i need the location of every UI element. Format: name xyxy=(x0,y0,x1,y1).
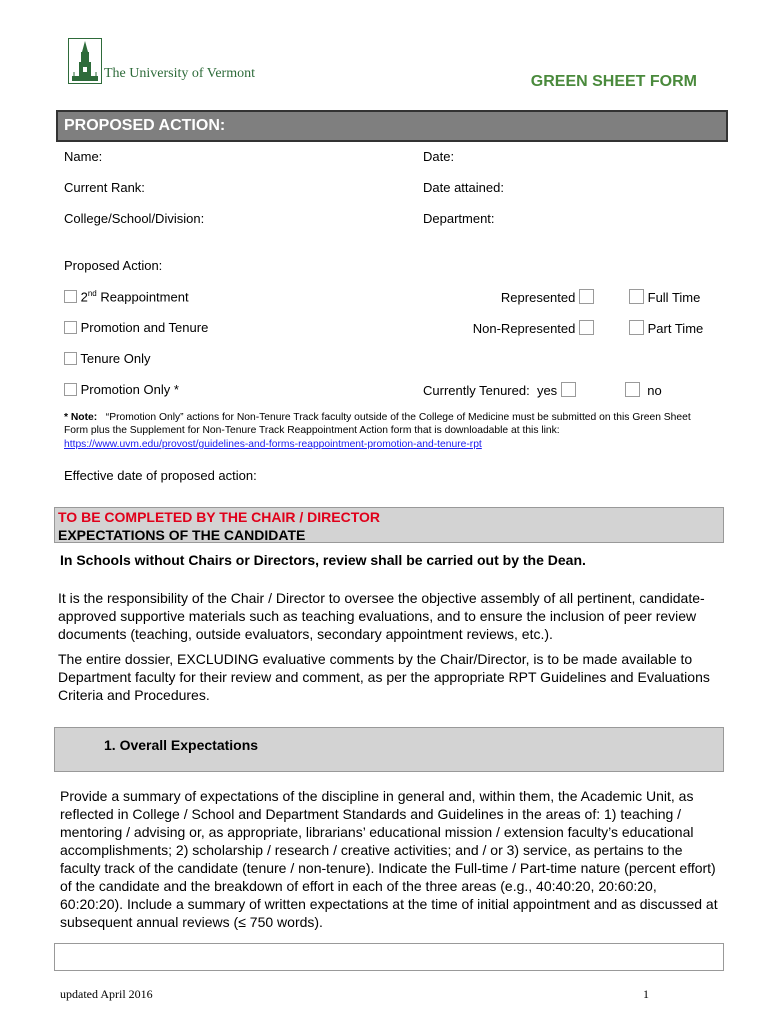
proposed-action-header: PROPOSED ACTION: xyxy=(56,110,728,142)
tower-icon xyxy=(68,38,102,84)
full-time-label: Full Time xyxy=(647,290,701,305)
option-non-represented xyxy=(473,320,594,336)
chair-paragraph-2: The entire dossier, EXCLUDING evaluative comments by the Chair/Director, is to be made available to Department faculty for their review and comment, as per the appropriate RPT Guidelines and Evaluations Criteria and Procedures. xyxy=(58,651,710,703)
expectations-title: EXPECTATIONS OF THE CANDIDATE xyxy=(58,527,306,543)
option-tenured-no xyxy=(625,382,662,398)
chair-paragraph-1: It is the responsibility of the Chair / Director to oversee the objective assembly of all pertinent, candidate-approved supportive materials such as teaching evaluations, and to ensure the inclusion of peer review documents (teaching, outside evaluators, secondary appointment reviews, etc.). xyxy=(58,590,705,642)
logo-text: The University of Vermont xyxy=(104,66,255,81)
option-reappointment xyxy=(64,289,189,304)
part-time-checkbox[interactable] xyxy=(629,320,644,335)
option-currently-tenured xyxy=(423,382,576,398)
reappointment-num: 2 xyxy=(80,289,88,305)
tenured-no-checkbox[interactable] xyxy=(625,382,640,397)
name-label: Name: xyxy=(64,149,103,164)
tenured-no-label: no xyxy=(647,383,662,398)
uvm-logo xyxy=(68,38,255,84)
tenured-yes-checkbox[interactable] xyxy=(561,382,576,397)
represented-checkbox[interactable] xyxy=(579,289,594,304)
department-label: Department: xyxy=(423,211,495,226)
proposed-action-label: Proposed Action: xyxy=(64,258,163,273)
college-label: College/School/Division: xyxy=(64,211,205,226)
option-full-time xyxy=(629,289,700,305)
non-represented-label: Non-Represented xyxy=(472,321,576,336)
currently-tenured-label: Currently Tenured: xyxy=(423,383,530,398)
date-attained-label: Date attained: xyxy=(423,180,504,195)
form-title: GREEN SHEET FORM xyxy=(530,73,697,90)
part-time-label: Part Time xyxy=(647,321,704,336)
overall-expectations-title: 1. Overall Expectations xyxy=(104,737,259,753)
non-represented-checkbox[interactable] xyxy=(579,320,594,335)
guidelines-link[interactable]: https://www.uvm.edu/provost/guidelines-and-forms-reappointment-promotion-and-tenure-rpt xyxy=(64,438,482,450)
promotion-tenure-checkbox[interactable] xyxy=(64,321,77,334)
page-number: 1 xyxy=(643,987,649,1001)
represented-label: Represented xyxy=(500,290,576,305)
dean-note: In Schools without Chairs or Directors, review shall be carried out by the Dean. xyxy=(60,552,586,568)
reappointment-checkbox[interactable] xyxy=(64,290,77,303)
full-time-checkbox[interactable] xyxy=(629,289,644,304)
promotion-tenure-label: Promotion and Tenure xyxy=(80,320,209,335)
overall-expectations-text: Provide a summary of expectations of the discipline in general and, within them, the Academic Unit, as reflected in College / School and Department Standards and Guidelines in the areas of: 1) teaching / mentoring / advising or, as appropriate, librarians’ educational mission / extension faculty’s educational accomplishments; 2) scholarship / research / creative activities; and / or 3) service, as pertains to the faculty track of the candidate (tenure / non-tenure). Indicate the Full-time / Part-time nature (percent effort) of the candidate and the breakdown of effort in each of the three areas (e.g., 40:40:20, 20:60:20, 60:20:20). Include a summary of written expectations at the time of initial appointment and as discussed at subsequent annual reviews (≤ 750 words). xyxy=(60,788,718,930)
overall-expectations-input[interactable] xyxy=(54,943,724,971)
option-promotion-only xyxy=(64,382,179,397)
current-rank-label: Current Rank: xyxy=(64,180,145,195)
option-promotion-tenure xyxy=(64,320,208,335)
option-part-time xyxy=(629,320,703,336)
tenured-yes-label: yes xyxy=(536,383,558,398)
option-represented xyxy=(501,289,594,305)
date-label: Date: xyxy=(423,149,455,164)
promotion-only-checkbox[interactable] xyxy=(64,383,77,396)
note-text: “Promotion Only” actions for Non-Tenure Track faculty outside of the College of Medicine must be submitted on this Green Sheet Form plus the Supplement for Non-Tenure Track Reappointment Action form that is downloadable at this link: xyxy=(64,412,691,437)
footer-updated: updated April 2016 xyxy=(60,987,153,1001)
tenure-only-checkbox[interactable] xyxy=(64,352,77,365)
promotion-only-label: Promotion Only * xyxy=(80,382,179,397)
effective-date-label: Effective date of proposed action: xyxy=(64,468,257,483)
note-label: * Note: xyxy=(64,412,98,423)
reappointment-label: Reappointment xyxy=(100,289,189,305)
option-tenure-only xyxy=(64,351,150,366)
chair-red-title: TO BE COMPLETED BY THE CHAIR / DIRECTOR xyxy=(58,509,381,525)
reappointment-sup: nd xyxy=(87,289,97,298)
promotion-only-note xyxy=(64,411,704,451)
tenure-only-label: Tenure Only xyxy=(80,351,151,366)
